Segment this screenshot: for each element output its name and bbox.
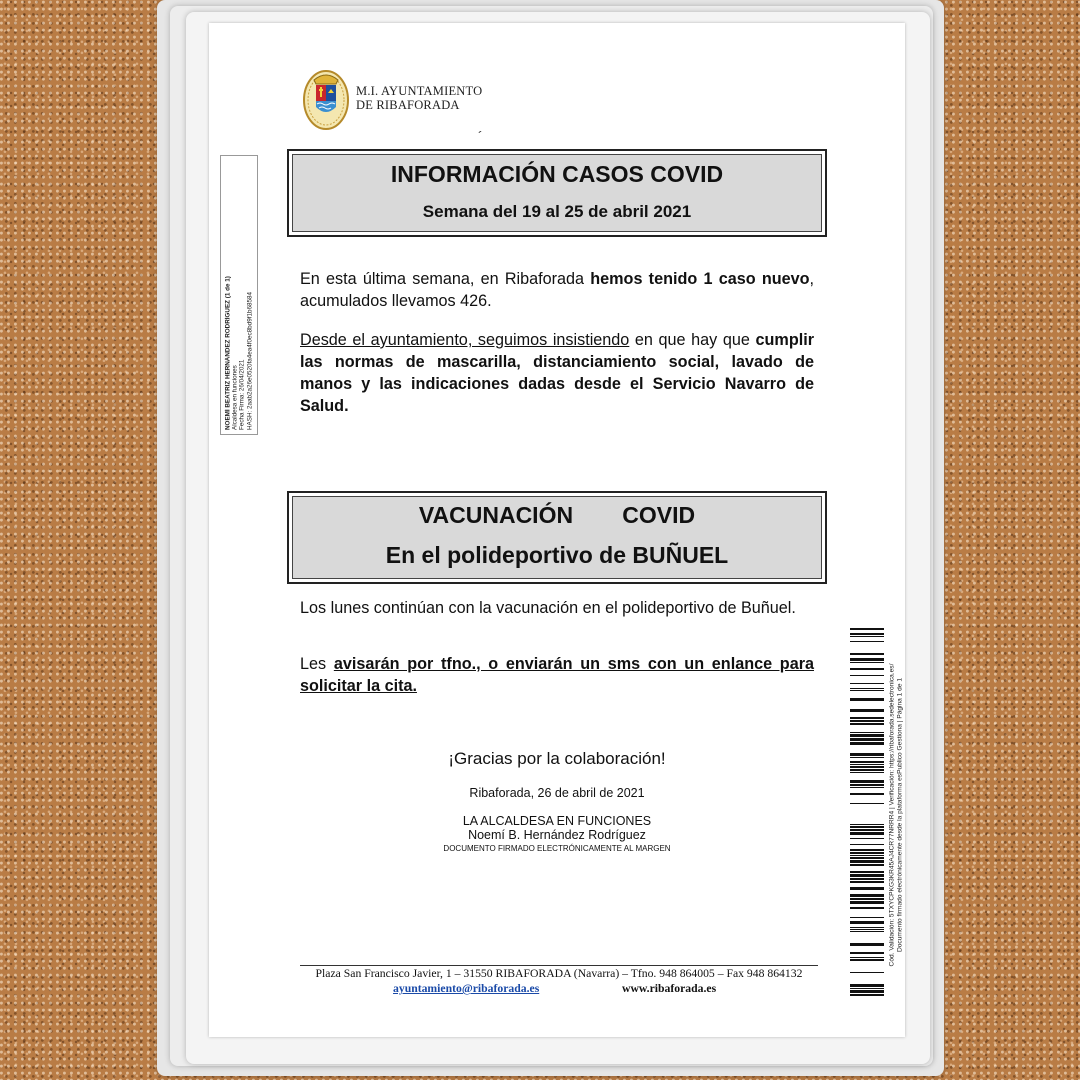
- signature-text: [225, 160, 254, 430]
- organization-line-2: DE RIBAFORADA: [356, 98, 460, 112]
- validation-code: Cód. Validación: 5TXYCPKG3KR45AJ4CR77NRRR4 | Verificación: https://ribaforada.sedelectronica.es/: [888, 663, 896, 967]
- document-date: Ribaforada, 26 de abril de 2021: [469, 786, 645, 800]
- insist-text-b: en que hay que: [629, 331, 756, 349]
- footer-website: www.ribaforada.es: [622, 982, 717, 995]
- organization-line-1: M.I. AYUNTAMIENTO: [356, 84, 483, 98]
- thanks-line: ¡Gracias por la colaboración!: [448, 749, 666, 768]
- footer-email-link[interactable]: ayuntamiento@ribaforada.es: [393, 982, 540, 995]
- footer-divider: [300, 965, 818, 966]
- signer-name: NOEMÍ BEATRIZ HERNÁNDEZ RODRÍGUEZ (1 de 1): [224, 276, 232, 430]
- coat-of-arms-logo: [302, 66, 350, 130]
- signature-hash: HASH: 2aab2a26e0520fa4ea4f0ec8bd9f1b68584: [246, 292, 254, 430]
- signer-role: Alcaldesa en funciones: [231, 365, 239, 430]
- cases-text-bold: hemos tenido 1 caso nuevo: [590, 270, 810, 288]
- cases-paragraph: [300, 268, 814, 312]
- cases-text-c: , acumulados llevamos 426.: [300, 270, 814, 310]
- validation-text: [889, 625, 906, 1005]
- signatory-role: LA ALCALDESA EN FUNCIONES: [462, 814, 652, 828]
- validation-platform: Documento firmado electrónicamente desde la plataforma esPublico Gestiona | Página 1 de 1: [897, 677, 904, 953]
- covid-cases-week: Semana del 19 al 25 de abril 2021: [422, 202, 692, 221]
- vaccination-location: En el polideportivo de BUÑUEL: [385, 542, 729, 568]
- barcode: [850, 628, 884, 1002]
- signatory-name: Noemí B. Hernández Rodríguez: [468, 828, 646, 842]
- footer-address: Plaza San Francisco Javier, 1 – 31550 RIBAFORADA (Navarra) – Tfno. 948 864005 – Fax 948 864132: [315, 967, 803, 980]
- vaccination-heading-box: [287, 491, 827, 584]
- insist-text-bold: cumplir las normas de mascarilla, distanciamiento social, lavado de manos y las indicaciones dadas desde el Servicio Navarro de Salud.: [300, 331, 814, 415]
- mondays-paragraph: Los lunes continúan con la vacunación en el polideportivo de Buñuel.: [300, 599, 796, 617]
- covid-cases-heading-box: [287, 149, 827, 237]
- signature-date: Fecha Firma: 26/04/2021: [239, 359, 246, 430]
- stray-accent-mark: ´: [478, 128, 483, 144]
- cases-text-a: En esta última semana, en Ribaforada: [300, 270, 591, 288]
- electronic-signature-note: DOCUMENTO FIRMADO ELECTRÓNICAMENTE AL MARGEN: [443, 844, 671, 853]
- notice-text-bold: avisarán por tfno., o enviarán un sms con un enlance para solicitar la cita.: [300, 655, 814, 695]
- notice-paragraph: [300, 653, 814, 697]
- notice-text-a: Les: [300, 655, 334, 673]
- covid-cases-title: INFORMACIÓN CASOS COVID: [390, 161, 724, 187]
- signature-margin-box: [220, 155, 258, 435]
- vaccination-title: VACUNACIÓN COVID: [418, 502, 696, 528]
- insist-paragraph: [300, 329, 814, 417]
- insist-text-underlined: Desde el ayuntamiento, seguimos insistiendo: [300, 331, 630, 349]
- signatory-block: [300, 814, 814, 842]
- organization-name: [356, 84, 482, 112]
